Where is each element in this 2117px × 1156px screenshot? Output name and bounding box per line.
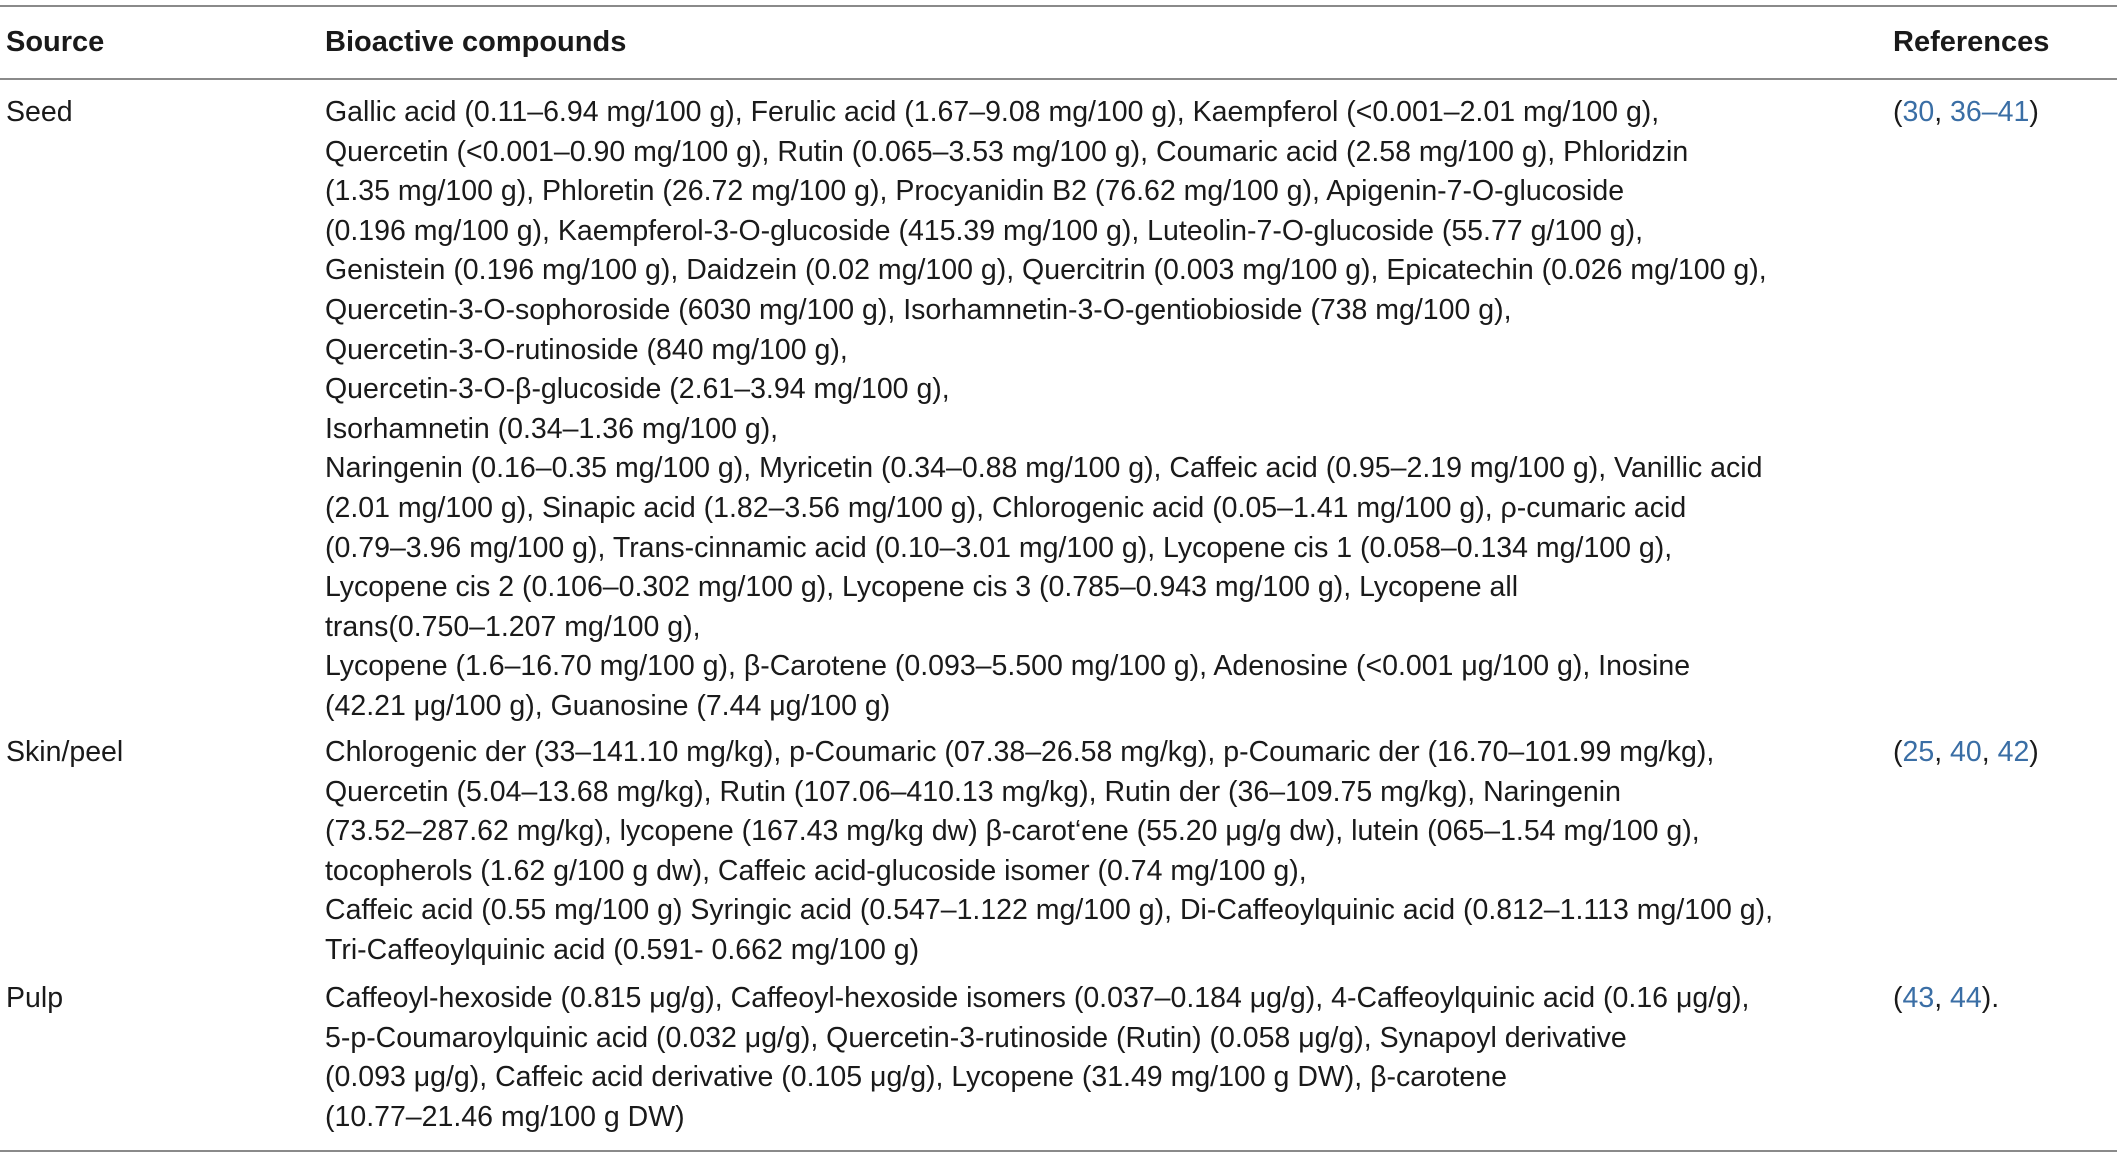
compound-line: Tri-Caffeoylquinic acid (0.591- 0.662 mg/100 g)	[325, 933, 920, 966]
compound-line: Quercetin-3-O-β-glucoside (2.61–3.94 mg/100 g),	[325, 373, 950, 406]
header-references: References	[1893, 26, 2050, 58]
header-source: Source	[6, 26, 105, 58]
row-source: Seed	[6, 96, 73, 128]
compound-line: Chlorogenic der (33–141.10 mg/kg), p-Coumaric (07.38–26.58 mg/kg), p-Coumaric der (16.70–101.99 mg/kg),	[325, 736, 1715, 768]
compound-line: Quercetin (5.04–13.68 mg/kg), Rutin (107.06–410.13 mg/kg), Rutin der (36–109.75 mg/kg), Naringenin	[325, 775, 1621, 808]
compound-line: (0.79–3.96 mg/100 g), Trans-cinnamic acid (0.10–3.01 mg/100 g), Lycopene cis 1 (0.058–0.134 mg/100 g),	[325, 531, 1673, 564]
compound-line: Genistein (0.196 mg/100 g), Daidzein (0.02 mg/100 g), Quercitrin (0.003 mg/100 g), Epicatechin (0.026 mg/100 g),	[325, 254, 1767, 287]
ref-paren-close: )	[2029, 96, 2039, 128]
table-bottom-rule	[0, 1150, 2117, 1152]
compound-line: (42.21 μg/100 g), Guanosine (7.44 μg/100 g)	[325, 689, 891, 722]
ref-link[interactable]: 44	[1950, 982, 1982, 1014]
compound-line: Isorhamnetin (0.34–1.36 mg/100 g),	[325, 412, 779, 445]
ref-paren-close: ).	[1981, 982, 2000, 1014]
ref-paren-open: (	[1893, 982, 1903, 1014]
table-header-rule	[0, 78, 2117, 80]
row-compounds	[325, 733, 1885, 971]
header-bioactive-compounds: Bioactive compounds	[325, 26, 627, 58]
ref-separator: ,	[1981, 736, 1998, 768]
compound-line: Gallic acid (0.11–6.94 mg/100 g), Ferulic acid (1.67–9.08 mg/100 g), Kaempferol (<0.001–2.01 mg/100 g),	[325, 96, 1660, 128]
row-references	[1893, 979, 1999, 1019]
compound-line: Quercetin (<0.001–0.90 mg/100 g), Rutin (0.065–3.53 mg/100 g), Coumaric acid (2.58 mg/100 g), Phloridzin	[325, 135, 1689, 168]
compound-line: Naringenin (0.16–0.35 mg/100 g), Myricetin (0.34–0.88 mg/100 g), Caffeic acid (0.95–2.19 mg/100 g), Vanillic acid	[325, 452, 1763, 485]
compound-line: (10.77–21.46 mg/100 g DW)	[325, 1100, 685, 1133]
table-top-rule	[0, 5, 2117, 7]
compound-line: trans(0.750–1.207 mg/100 g),	[325, 610, 701, 643]
compound-line: (73.52–287.62 mg/kg), lycopene (167.43 mg/kg dw) β-carot‘ene (55.20 μg/g dw), lutein (065–1.54 mg/100 g),	[325, 815, 1700, 848]
ref-separator: ,	[1934, 96, 1951, 128]
row-source: Skin/peel	[6, 736, 124, 768]
compound-line: 5-p-Coumaroylquinic acid (0.032 μg/g), Quercetin-3-rutinoside (Rutin) (0.058 μg/g), Synapoyl derivative	[325, 1021, 1627, 1054]
row-compounds	[325, 979, 1885, 1137]
ref-paren-open: (	[1893, 96, 1903, 128]
ref-separator: ,	[1934, 982, 1951, 1014]
compound-line: (1.35 mg/100 g), Phloretin (26.72 mg/100 g), Procyanidin B2 (76.62 mg/100 g), Apigenin-7-O-glucoside	[325, 175, 1625, 208]
row-source: Pulp	[6, 982, 64, 1014]
compound-line: Quercetin-3-O-sophoroside (6030 mg/100 g), Isorhamnetin-3-O-gentiobioside (738 mg/100 g),	[325, 293, 1512, 326]
row-compounds	[325, 93, 1885, 727]
ref-link[interactable]: 42	[1997, 736, 2030, 768]
ref-link[interactable]: 40	[1950, 736, 1982, 768]
ref-separator: ,	[1934, 736, 1951, 768]
compound-line: (0.093 μg/g), Caffeic acid derivative (0.105 μg/g), Lycopene (31.49 mg/100 g DW), β-carotene	[325, 1061, 1507, 1094]
ref-paren-close: )	[2029, 736, 2039, 768]
ref-link[interactable]: 43	[1902, 982, 1935, 1014]
row-references	[1893, 93, 2039, 133]
compound-line: (0.196 mg/100 g), Kaempferol-3-O-glucoside (415.39 mg/100 g), Luteolin-7-O-glucoside (55.77 g/100 g),	[325, 214, 1644, 247]
row-references	[1893, 733, 2039, 773]
compound-line: Lycopene cis 2 (0.106–0.302 mg/100 g), Lycopene cis 3 (0.785–0.943 mg/100 g), Lycopene all	[325, 571, 1519, 604]
ref-link[interactable]: 36–41	[1950, 96, 2030, 128]
compound-line: Caffeic acid (0.55 mg/100 g) Syringic acid (0.547–1.122 mg/100 g), Di-Caffeoylquinic acid (0.812–1.113 mg/100 g),	[325, 894, 1774, 927]
compound-line: tocopherols (1.62 g/100 g dw), Caffeic acid-glucoside isomer (0.74 mg/100 g),	[325, 854, 1307, 887]
compound-line: Quercetin-3-O-rutinoside (840 mg/100 g),	[325, 333, 848, 366]
ref-link[interactable]: 25	[1902, 736, 1935, 768]
compound-line: (2.01 mg/100 g), Sinapic acid (1.82–3.56 mg/100 g), Chlorogenic acid (0.05–1.41 mg/100 g), ρ-cumaric acid	[325, 491, 1687, 524]
compound-line: Lycopene (1.6–16.70 mg/100 g), β-Carotene (0.093–5.500 mg/100 g), Adenosine (<0.001 μg/100 g), Inosine	[325, 650, 1691, 683]
ref-paren-open: (	[1893, 736, 1903, 768]
ref-link[interactable]: 30	[1902, 96, 1935, 128]
compound-line: Caffeoyl-hexoside (0.815 μg/g), Caffeoyl-hexoside isomers (0.037–0.184 μg/g), 4-Caffeoylquinic acid (0.16 μg/g),	[325, 982, 1750, 1014]
